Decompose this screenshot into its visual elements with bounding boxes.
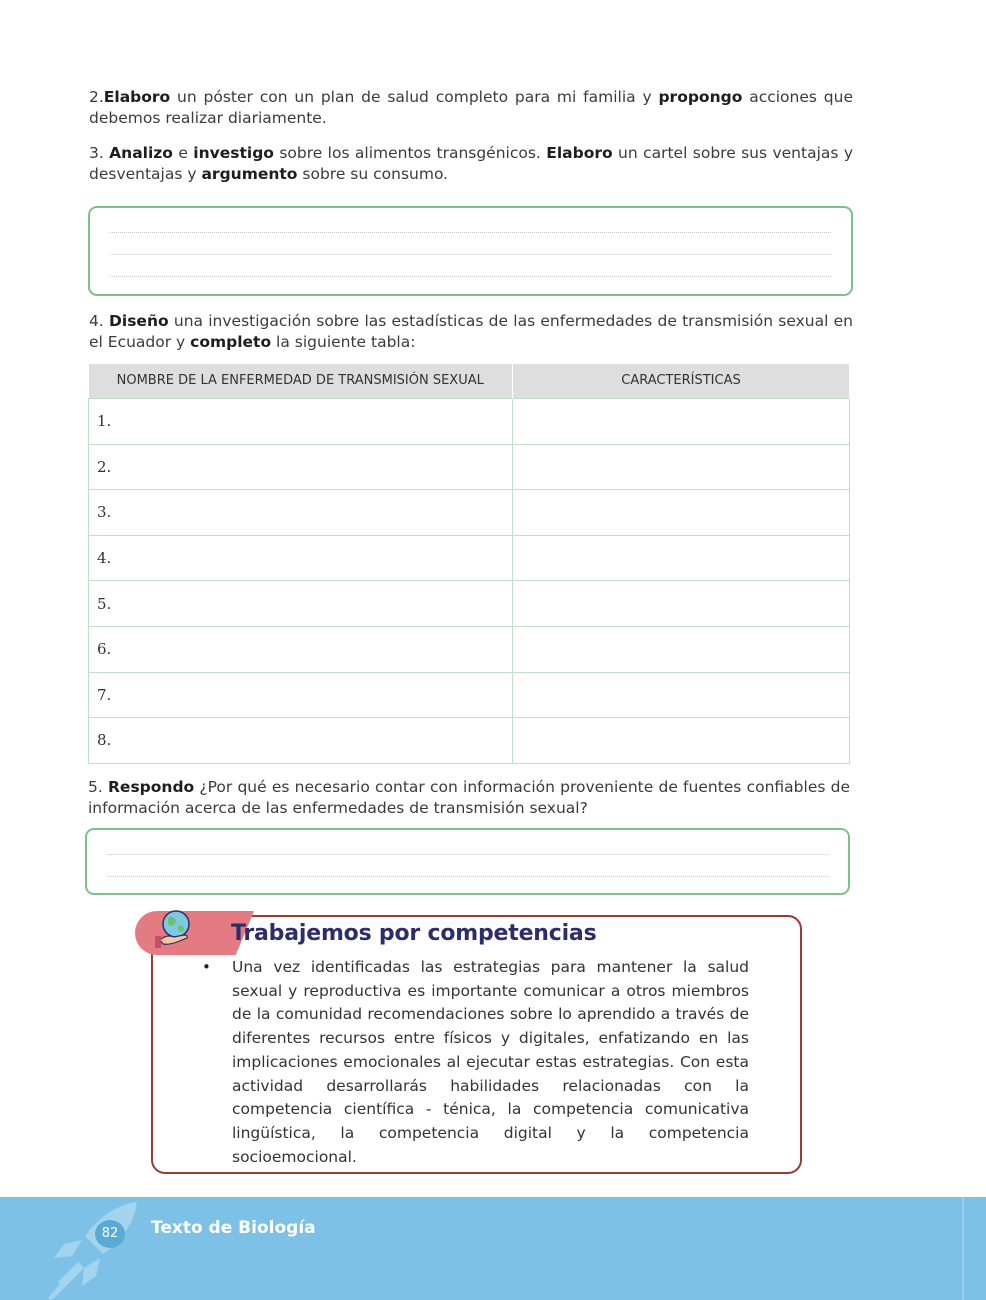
question-number: 5.: [88, 778, 108, 796]
characteristics-cell[interactable]: [513, 626, 850, 672]
row-number[interactable]: 6.: [89, 626, 513, 672]
question-text: ¿Por qué es necesario contar con información proveniente de fuentes confiables de información acerca de las enfermedades de transmisión sexual?: [88, 778, 851, 817]
competencias-title: Trabajemos por competencias: [231, 921, 597, 946]
action-verb: propongo: [658, 88, 743, 106]
question-4: [89, 311, 853, 352]
footer-stripe: [962, 1197, 964, 1300]
answer-line: [107, 854, 828, 855]
action-verb: argumento: [201, 164, 298, 183]
characteristics-cell[interactable]: [513, 718, 850, 764]
question-5: [88, 777, 850, 818]
question-text: una investigación sobre las estadísticas de las enfermedades de transmisión sexual en el Ecuador y: [89, 312, 853, 351]
question-text: un cartel sobre sus ventajas y desventajas y: [89, 144, 854, 183]
rocket-icon: [40, 1200, 160, 1300]
table-row: [89, 535, 850, 581]
question-2: [89, 87, 853, 128]
question-text: sobre los alimentos transgénicos.: [273, 144, 547, 162]
answer-line: [110, 254, 831, 255]
globe-hand-icon: [152, 906, 198, 952]
table-row: [89, 399, 850, 445]
row-number[interactable]: 2.: [89, 444, 513, 490]
answer-line: [110, 276, 831, 277]
question-number: 2.: [89, 88, 104, 106]
characteristics-cell[interactable]: [513, 581, 850, 627]
action-verb: Elaboro: [103, 88, 171, 106]
table-row: [89, 718, 850, 764]
action-verb: Analizo: [109, 144, 173, 162]
page-number: 82: [95, 1220, 125, 1248]
row-number[interactable]: 7.: [89, 672, 513, 718]
table-row: [89, 672, 850, 718]
characteristics-cell[interactable]: [513, 444, 850, 490]
characteristics-cell[interactable]: [513, 490, 850, 536]
row-number[interactable]: 5.: [89, 581, 513, 627]
question-text: la siguiente tabla:: [271, 332, 416, 351]
answer-box-q3[interactable]: [88, 206, 853, 296]
table-header-characteristics: CARACTERÍSTICAS: [513, 364, 850, 399]
question-number: 4.: [89, 312, 110, 330]
row-number[interactable]: 1.: [89, 399, 513, 445]
bullet: •: [202, 958, 211, 976]
row-number[interactable]: 4.: [89, 535, 513, 581]
characteristics-cell[interactable]: [513, 535, 850, 581]
action-verb: completo: [190, 332, 272, 351]
action-verb: Elaboro: [546, 144, 613, 162]
question-text: un póster con un plan de salud completo para mi familia y: [170, 88, 659, 106]
answer-line: [110, 232, 831, 233]
table-row: [89, 581, 850, 627]
action-verb: Diseño: [109, 312, 169, 330]
row-number[interactable]: 8.: [89, 718, 513, 764]
table-header-disease: NOMBRE DE LA ENFERMEDAD DE TRANSMISIÓN SEXUAL: [89, 364, 513, 399]
std-table: [88, 364, 850, 764]
competencias-text: Una vez identificadas las estrategias para mantener la salud sexual y reproductiva es importante comunicar a otros miembros de la comunidad recomendaciones sobre lo aprendido a través de diferentes recursos entre físicos y digitales, enfatizando en las implicaciones emocionales al ejecutar estas estrategias. Con esta actividad desarrollarás habilidades relacionadas con la competencia científica - ténica, la competencia comunicativa lingüística, la competencia digital y la competencia socioemocional.: [232, 958, 749, 1166]
answer-line: [107, 876, 828, 877]
table-row: [89, 626, 850, 672]
action-verb: Respondo: [108, 778, 195, 796]
characteristics-cell[interactable]: [513, 672, 850, 718]
question-text: sobre su consumo.: [297, 164, 449, 183]
table-row: [89, 444, 850, 490]
table-row: [89, 490, 850, 536]
footer-title: Texto de Biología: [151, 1218, 316, 1238]
characteristics-cell[interactable]: [513, 399, 850, 445]
row-number[interactable]: 3.: [89, 490, 513, 536]
question-number: 3.: [89, 144, 110, 162]
answer-box-q5[interactable]: [85, 828, 850, 895]
question-3: [89, 143, 853, 184]
action-verb: investigo: [193, 144, 274, 162]
question-text: acciones que debemos realizar diariamente.: [89, 88, 853, 127]
question-text: e: [172, 144, 194, 162]
